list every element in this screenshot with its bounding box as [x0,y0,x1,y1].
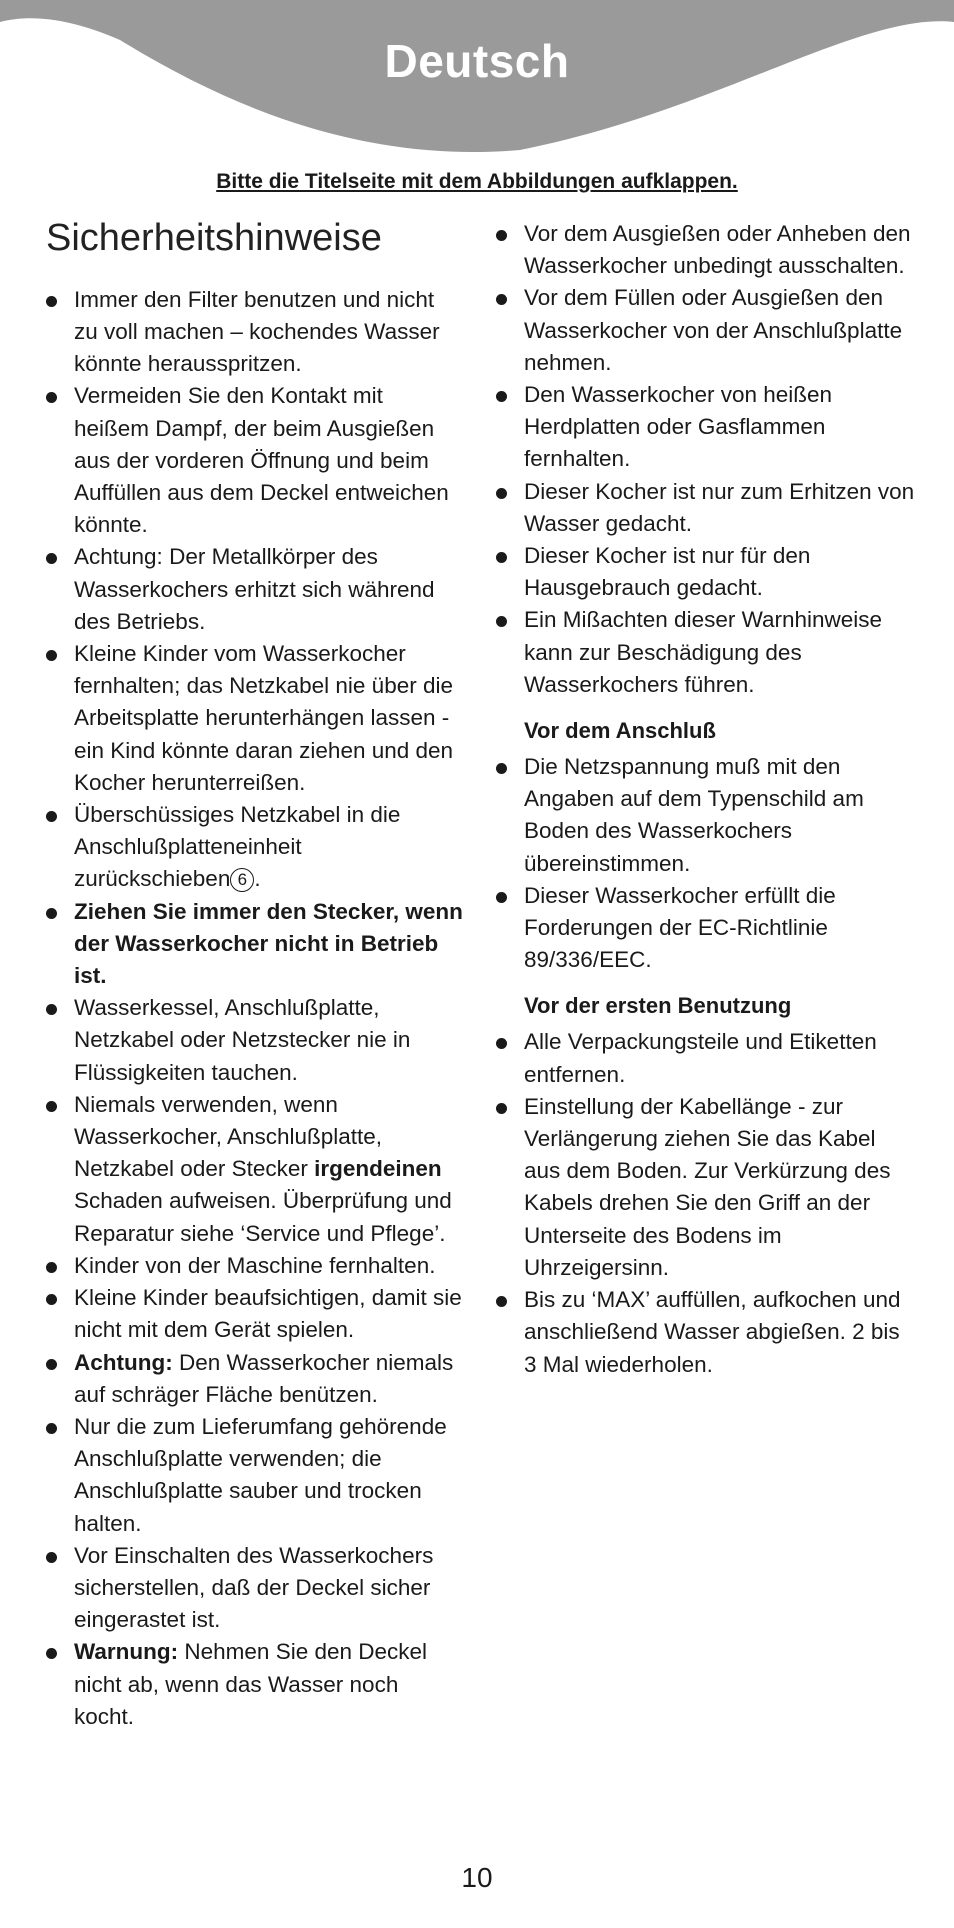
item-text: Die Netzspannung muß mit den Angaben auf dem Typenschild am Boden des Wasserkochers übereinstimmen. [524,754,864,876]
bullet-icon [496,892,507,903]
bullet-icon [46,650,57,661]
list-item [496,604,916,701]
list-item [496,1026,916,1090]
item-text: Vor Einschalten des Wasserkochers sicherstellen, daß der Deckel sicher eingerastet ist. [74,1542,434,1633]
item-text: Den Wasserkocher von heißen Herdplatten oder Gasflammen fernhalten. [524,382,833,472]
bullet-icon [46,1004,57,1015]
item-text: Bis zu ‘MAX’ auffüllen, aufkochen und anschließend Wasser abgießen. 2 bis 3 Mal wiederholen. [524,1287,901,1377]
item-text: Ein Mißachten dieser Warnhinweise kann zur Beschädigung des Wasserkochers führen. [524,607,883,697]
left-column [46,218,464,1733]
section-title-safety: Sicherheitshinweise [46,217,382,259]
item-text: Vor dem Füllen oder Ausgießen den Wasserkocher von der Anschlußplatte nehmen. [524,285,903,375]
item-emphasis: irgendeinen [314,1156,442,1182]
list-item [496,1284,916,1381]
bullet-icon [496,294,507,305]
bullet-icon [46,1359,57,1370]
item-text: Dieser Wasserkocher erfüllt die Forderungen der EC-Richtlinie 89/336/EEC. [524,882,836,973]
bullet-icon [496,1103,507,1114]
bullet-icon [46,811,57,822]
list-item [496,282,916,379]
item-text: Überschüssiges Netzkabel in die Anschlußplatteneinheit zurückschieben [74,802,401,892]
bullet-icon [46,296,57,307]
item-text: Vermeiden Sie den Kontakt mit heißem Dampf, der beim Ausgießen aus der vorderen Öffnung und beim Auffüllen aus dem Deckel entweichen könnte. [74,383,449,538]
bullet-icon [496,230,507,241]
list-item [46,1282,464,1346]
bullet-icon [46,553,57,564]
list-item [46,896,464,993]
item-text: Nur die zum Lieferumfang gehörende Anschlußplatte verwenden; die Anschlußplatte sauber und trocken halten. [74,1413,447,1536]
list-item [496,751,916,880]
list-item [496,880,916,977]
item-text-end: . [254,866,261,892]
list-item [46,1250,464,1282]
bullet-icon [496,763,507,774]
bullet-icon [496,1038,507,1049]
item-text: Kleine Kinder beaufsichtigen, damit sie nicht mit dem Gerät spielen. [74,1285,462,1343]
bullet-icon [46,1423,57,1434]
item-text: Vor dem Ausgießen oder Anheben den Wasserkocher unbedingt ausschalten. [524,221,911,279]
item-text: Dieser Kocher ist nur für den Hausgebrauch gedacht. [524,543,811,601]
item-lead-label: Warnung: [74,1639,179,1665]
bullet-icon [496,616,507,627]
right-column [496,218,916,1381]
bullet-icon [496,488,507,499]
subheading-before-first-use: Vor der ersten Benutzung [524,993,792,1019]
bullet-icon [46,392,57,403]
item-text: Alle Verpackungsteile und Etiketten entfernen. [524,1029,877,1087]
list-item [46,380,464,541]
item-text: Den Wasserkocher niemals auf schräger Fläche benützen. [74,1349,454,1407]
item-text: Immer den Filter benutzen und nicht zu voll machen – kochendes Wasser könnte herausspritzen. [74,286,440,377]
item-text: Einstellung der Kabellänge - zur Verlängerung ziehen Sie das Kabel aus dem Boden. Zur Verkürzung des Kabels drehen Sie den Griff an der Unterseite des Bodens im Uhrzeigersinn. [524,1093,891,1280]
subheading-before-connecting: Vor dem Anschluß [524,718,716,744]
list-item [496,379,916,476]
list-item [496,476,916,540]
figure-reference-number: 6 [230,868,254,892]
bullet-icon [46,1648,57,1659]
bullet-icon [496,552,507,563]
before-connecting-list [496,751,916,976]
item-text: Wasserkessel, Anschlußplatte, Netzkabel oder Netzstecker nie in Flüssigkeiten tauchen. [74,995,411,1085]
list-item [46,799,464,896]
item-lead-label: Achtung: [74,1349,173,1375]
list-item [496,218,916,282]
bullet-icon [496,1296,507,1307]
safety-list-continued [496,218,916,701]
bullet-icon [46,1294,57,1305]
bullet-icon [46,1262,57,1273]
list-item [496,1091,916,1284]
list-item [496,540,916,604]
list-item [46,992,464,1089]
item-text: Nehmen Sie den Deckel nicht ab, wenn das Wasser noch kocht. [74,1639,428,1729]
list-item [46,638,464,799]
list-item [46,1636,464,1733]
item-text: Kinder von der Maschine fernhalten. [74,1252,436,1278]
list-item [46,541,464,638]
page-number: 10 [461,1862,493,1893]
item-text: Kleine Kinder vom Wasserkocher fernhalten; das Netzkabel nie über die Arbeitsplatte herunterhängen lassen - ein Kind könnte daran ziehen und den Kocher herunterreißen. [74,641,454,795]
list-item [46,1411,464,1540]
item-text: Ziehen Sie immer den Stecker, wenn der Wasserkocher nicht in Betrieb ist. [74,898,463,989]
safety-list [46,284,464,1733]
item-text: Niemals verwenden, wenn Wasserkocher, Anschlußplatte, Netzkabel oder Stecker [74,1091,383,1182]
list-item [46,1540,464,1637]
list-item [46,1089,464,1250]
item-text: Achtung: Der Metallkörper des Wasserkochers erhitzt sich während des Betriebs. [74,544,435,634]
item-text: Dieser Kocher ist nur zum Erhitzen von Wasser gedacht. [524,478,915,536]
before-first-use-list [496,1026,916,1380]
bullet-icon [46,908,57,919]
list-item [46,284,464,381]
item-text-end: Schaden aufweisen. Überprüfung und Reparatur siehe ‘Service und Pflege’. [74,1188,452,1246]
language-title: Deutsch [384,35,570,87]
list-item [46,1347,464,1411]
bullet-icon [496,391,507,402]
bullet-icon [46,1101,57,1112]
fold-out-note: Bitte die Titelseite mit dem Abbildungen aufklappen. [216,170,738,193]
bullet-icon [46,1552,57,1563]
